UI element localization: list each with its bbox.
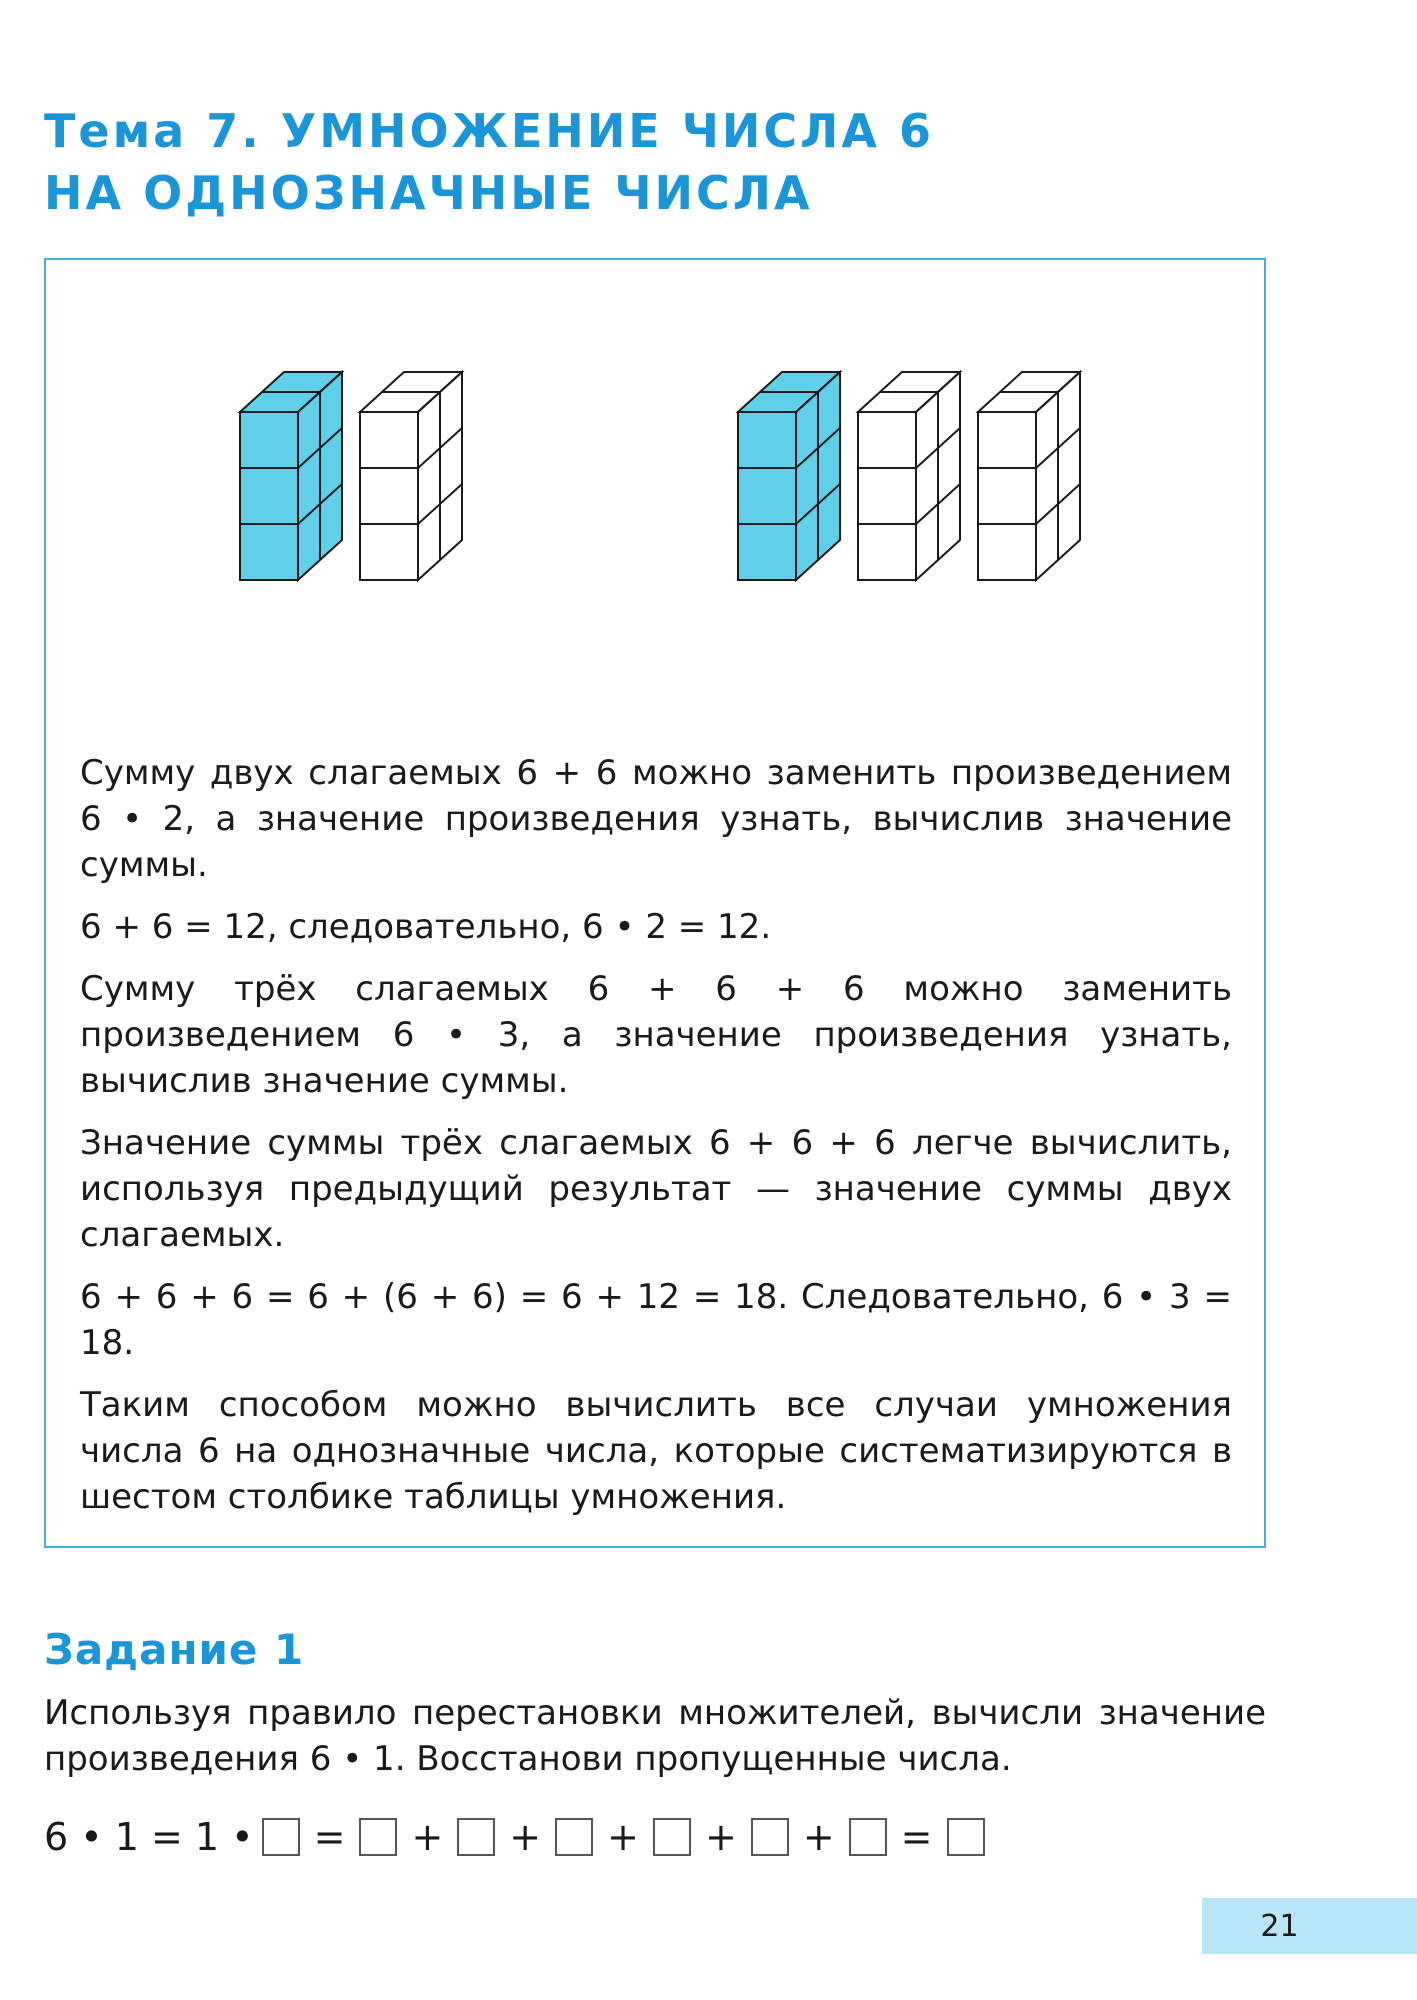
cube-front-face [360,412,418,468]
page-number: 21 [1260,1908,1299,1944]
cube-front-face [738,524,796,580]
answer-box-3[interactable] [457,1818,495,1856]
answer-box-2[interactable] [359,1818,397,1856]
cube-front-face [738,468,796,524]
cube-front-face [978,468,1036,524]
plus-sign: + [411,1815,444,1859]
cube-illustration [46,260,1264,740]
equation-start: 6 • 1 = 1 • [44,1815,254,1859]
cube-front-face [360,524,418,580]
cube-front-face [240,468,298,524]
cube-front-face [858,524,916,580]
rule-paragraph-1: Сумму двух слагаемых 6 + 6 можно заменить произведением 6 • 2, а значение произведения узнать, вычислив значение суммы. [80,753,1232,885]
task-title: Задание 1 [44,1625,305,1674]
rule-text [80,750,1232,1536]
rule-paragraph-5: 6 + 6 + 6 = 6 + (6 + 6) = 6 + 12 = 18. Следовательно, 6 • 3 = 18. [80,1277,1232,1363]
answer-box-1[interactable] [262,1818,300,1856]
cube-front-face [240,412,298,468]
cube-front-face [978,412,1036,468]
cube-front-face [360,468,418,524]
title-line-1: Тема 7. УМНОЖЕНИЕ ЧИСЛА 6 [44,104,934,158]
plus-sign: + [509,1815,542,1859]
title-line-2: НА ОДНОЗНАЧНЫЕ ЧИСЛА [44,166,813,220]
equals-sign: = [900,1815,933,1859]
rule-paragraph-6: Таким способом можно вычислить все случаи умножения числа 6 на однозначные числа, которые систематизируются в шестом столбике таблицы умножения. [80,1385,1232,1517]
rule-paragraph-2: 6 + 6 = 12, следовательно, 6 • 2 = 12. [80,907,772,947]
page-number-tab [1202,1898,1417,1954]
equals-sign: = [313,1815,346,1859]
cube-front-face [240,524,298,580]
answer-box-7[interactable] [849,1818,887,1856]
rule-paragraph-4: Значение суммы трёх слагаемых 6 + 6 + 6 легче вычислить, используя предыдущий результат — значение суммы двух слагаемых. [80,1123,1232,1255]
answer-box-6[interactable] [751,1818,789,1856]
answer-box-8[interactable] [947,1818,985,1856]
task-equation [44,1810,993,1864]
answer-box-5[interactable] [653,1818,691,1856]
rule-paragraph-3: Сумму трёх слагаемых 6 + 6 + 6 можно заменить произведением 6 • 3, а значение произведения узнать, вычислив значение суммы. [80,969,1232,1101]
cube-front-face [858,468,916,524]
plus-sign: + [607,1815,639,1859]
cube-front-face [738,412,796,468]
page-title [44,100,934,224]
rule-box [44,258,1266,1548]
cube-front-face [978,524,1036,580]
answer-box-4[interactable] [555,1818,593,1856]
task-text: Используя правило перестановки множителей, вычисли значение произведения 6 • 1. Восстанови пропущенные числа. [44,1693,1266,1779]
cube-front-face [858,412,916,468]
plus-sign: + [802,1815,835,1859]
plus-sign: + [704,1815,737,1859]
